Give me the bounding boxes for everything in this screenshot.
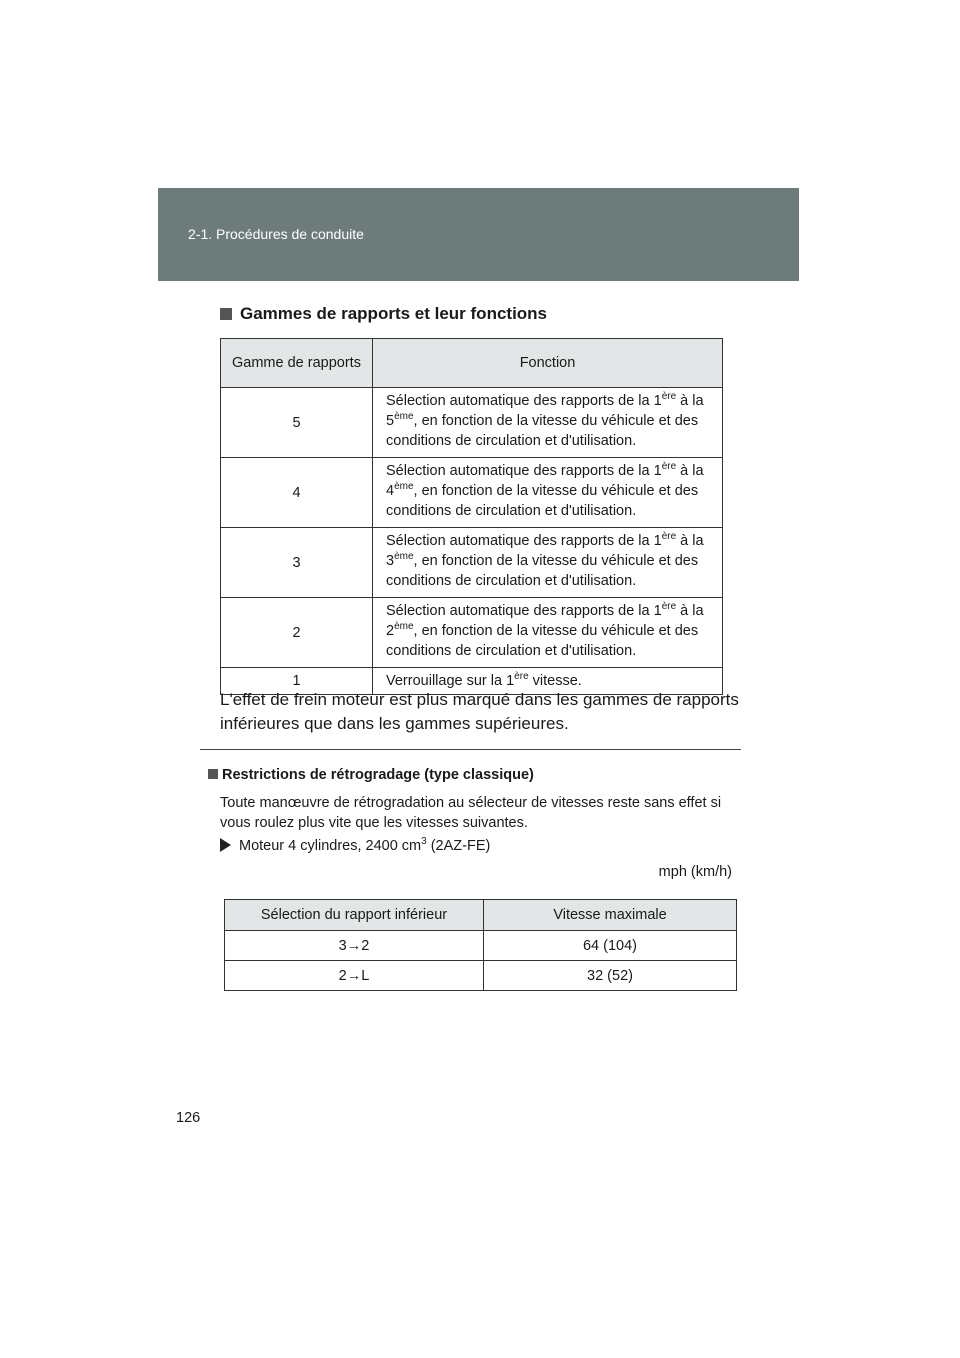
square-bullet-icon xyxy=(208,769,218,779)
function-cell: Verrouillage sur la 1ère vitesse. xyxy=(373,668,723,695)
shift-cell: 3→2 xyxy=(225,931,484,961)
gear-range-cell: 5 xyxy=(221,388,373,458)
gear-range-table xyxy=(220,338,723,695)
column-header-function: Fonction xyxy=(373,339,723,388)
triangle-arrow-icon xyxy=(220,838,231,852)
table-row xyxy=(225,931,737,961)
function-cell: Sélection automatique des rapports de la 1ère à la 2ème, en fonction de la vitesse du véhicule et des conditions de circulation et d'utilisation. xyxy=(373,598,723,668)
page-number: 126 xyxy=(176,1110,201,1126)
function-cell: Sélection automatique des rapports de la 1ère à la 3ème, en fonction de la vitesse du véhicule et des conditions de circulation et d'utilisation. xyxy=(373,528,723,598)
function-cell: Sélection automatique des rapports de la 1ère à la 4ème, en fonction de la vitesse du véhicule et des conditions de circulation et d'utilisation. xyxy=(373,458,723,528)
downshift-speed-table xyxy=(224,899,737,991)
table-row xyxy=(221,388,723,458)
engine-brake-note: L'effet de frein moteur est plus marqué dans les gammes de rapports inférieures que dans les gammes supérieures. xyxy=(220,690,739,733)
column-header-max-speed: Vitesse maximale xyxy=(484,900,737,931)
section-title: Gammes de rapports et leur fonctions xyxy=(220,304,547,324)
gear-range-cell: 4 xyxy=(221,458,373,528)
speed-cell: 64 (104) xyxy=(484,931,737,961)
table-row xyxy=(221,458,723,528)
square-bullet-icon xyxy=(220,308,232,320)
column-header-shift: Sélection du rapport inférieur xyxy=(225,900,484,931)
section-header-bar xyxy=(158,188,799,281)
section-divider xyxy=(200,749,741,750)
table-header-row xyxy=(221,339,723,388)
shift-cell: 2→L xyxy=(225,961,484,991)
gear-range-cell: 1 xyxy=(221,668,373,695)
table-row xyxy=(225,961,737,991)
gear-range-cell: 2 xyxy=(221,598,373,668)
column-header-range: Gamme de rapports xyxy=(221,339,373,388)
function-cell: Sélection automatique des rapports de la 1ère à la 5ème, en fonction de la vitesse du véhicule et des conditions de circulation et d'utilisation. xyxy=(373,388,723,458)
restrictions-title: Restrictions de rétrogradage (type classique) xyxy=(208,767,534,783)
section-header-text: 2-1. Procédures de conduite xyxy=(188,226,364,242)
table-row xyxy=(221,528,723,598)
speed-cell: 32 (52) xyxy=(484,961,737,991)
speed-unit-label: mph (km/h) xyxy=(658,864,732,880)
engine-label: Moteur 4 cylindres, 2400 $cm^3$ (2AZ-FE) xyxy=(220,838,490,854)
restrictions-body: Toute manœuvre de rétrogradation au sélecteur de vitesses reste sans effet si vous roulez plus vite que les vitesses suivantes. xyxy=(220,795,722,831)
gear-range-cell: 3 xyxy=(221,528,373,598)
table-header-row xyxy=(225,900,737,931)
table-row xyxy=(221,598,723,668)
